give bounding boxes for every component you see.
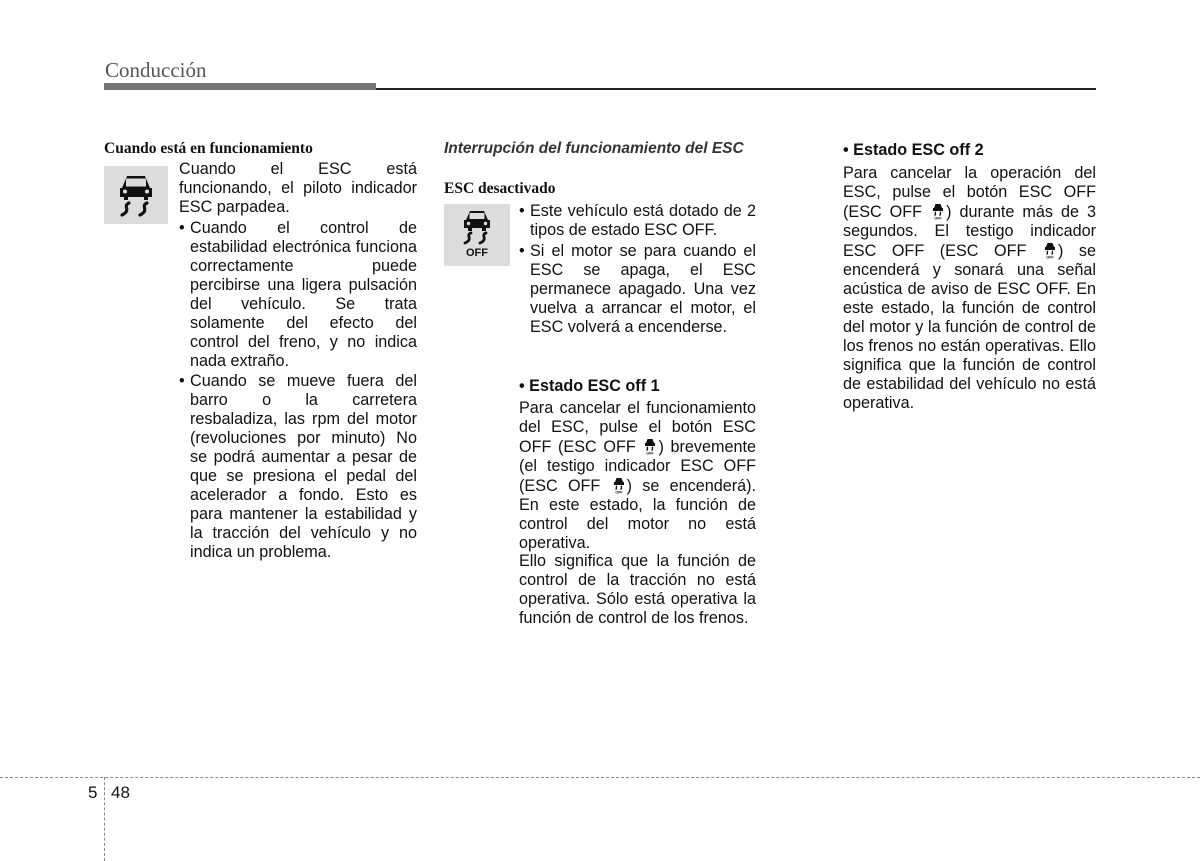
esc-off-bullet-1 — [519, 202, 756, 240]
in-operation-intro: Cuando el ESC está funcionando, el piloto indicador ESC parpadea. — [179, 160, 417, 216]
esc-off-small-icon — [1043, 241, 1057, 259]
bullet-text: Este vehículo está dotado de 2 tipos de estado ESC OFF. — [530, 202, 756, 239]
esc-active-icon — [104, 166, 168, 224]
header-rule-thin — [376, 88, 1096, 90]
header-rule-thick — [104, 83, 376, 90]
esc-off-1-paragraph — [519, 399, 756, 553]
esc-off-icon — [444, 204, 510, 266]
esc-off-2-text-c: ) se encenderá y sonará una señal acústica de aviso de ESC OFF. En este estado, la función de control del motor y la función de control de los frenos no están operativas. Ello significa que la función de control de estabilidad del vehículo no está operativa. — [843, 242, 1096, 412]
svg-text:OFF: OFF — [646, 451, 655, 455]
svg-text:OFF: OFF — [934, 216, 942, 220]
section-heading-esc-interruption: Interrupción del funcionamiento del ESC — [444, 140, 744, 157]
svg-text:OFF: OFF — [615, 490, 623, 494]
footer-dashed-rule — [0, 777, 1200, 778]
in-operation-bullet-2 — [179, 372, 417, 562]
bullet-text: Cuando se mueve fuera del barro o la carretera resbaladiza, las rpm del motor (revoluciones por minuto) No se podrá aumentar a pesar de que se presiona el pedal del acelerador a fondo. Esto es para mantener la estabilidad y la tracción del vehículo y no indica un problema. — [190, 372, 417, 561]
esc-off-1-heading: • Estado ESC off 1 — [519, 377, 660, 395]
chapter-number: 5 — [88, 783, 98, 802]
esc-off-small-icon — [931, 202, 945, 220]
esc-off-1-text-b: ) brevemente (el testigo indicador ESC OFF (ESC OFF — [519, 438, 757, 495]
esc-off-icon-label: OFF — [466, 247, 488, 259]
bullet-dot: • — [519, 202, 525, 220]
esc-off-1-meaning: Ello significa que la función de control de la tracción no está operativa. Sólo está operativa la función de control de los frenos. — [519, 552, 756, 627]
bullet-text: Si el motor se para cuando el ESC se apaga, el ESC permanece apagado. Una vez vuelva a arrancar el motor, el ESC volverá a encenderse. — [530, 242, 756, 336]
esc-off-1-text-c: ) se encenderá). En este estado, la función de control del motor no está operativa. — [519, 477, 757, 552]
esc-off-1-text-a: Para cancelar el funcionamiento del ESC, pulse el botón ESC OFF (ESC OFF — [519, 399, 756, 456]
bullet-dot: • — [179, 372, 185, 390]
bullet-text: Cuando el control de estabilidad electrónica funciona correctamente puede percibirse una ligera pulsación del vehículo. Se trata solamente del efecto del control del freno, y no indica nada extraño. — [190, 219, 417, 370]
esc-off-small-icon — [612, 476, 626, 494]
in-operation-bullet-1 — [179, 219, 417, 371]
esc-off-small-icon — [643, 437, 657, 455]
bullet-dot: • — [519, 242, 525, 260]
section-heading-in-operation: Cuando está en funcionamiento — [104, 140, 313, 157]
bullet-dot: • — [179, 219, 185, 237]
esc-off-2-text-b: ) durante más de 3 segundos. El testigo indicador ESC OFF (ESC OFF — [843, 203, 1097, 260]
footer-vertical-dashed-rule — [104, 777, 105, 861]
esc-off-2-text-a: Para cancelar la operación del ESC, pulse el botón ESC OFF (ESC OFF — [843, 164, 1096, 221]
page-header-title: Conducción — [105, 58, 207, 82]
svg-text:OFF: OFF — [1046, 255, 1054, 259]
page-number: 48 — [111, 783, 130, 802]
esc-off-2-paragraph — [843, 164, 1096, 413]
esc-off-bullet-2 — [519, 242, 756, 337]
subheading-esc-off: ESC desactivado — [444, 180, 556, 197]
esc-off-2-heading: • Estado ESC off 2 — [843, 141, 984, 159]
